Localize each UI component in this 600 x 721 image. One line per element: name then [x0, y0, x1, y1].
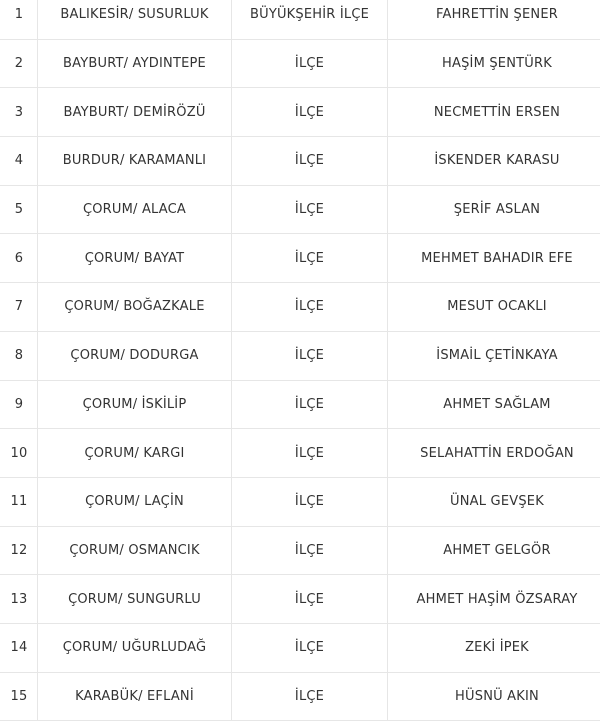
- row-number: 12: [1, 526, 38, 575]
- province-district: BAYBURT/ AYDINTEPE: [38, 39, 232, 88]
- municipality-type: BÜYÜKŞEHİR İLÇE: [232, 0, 388, 39]
- province-district: ÇORUM/ BAYAT: [38, 234, 232, 283]
- row-number: 14: [1, 623, 38, 672]
- row-number: 13: [1, 575, 38, 624]
- row-number: 4: [1, 137, 38, 186]
- province-district: ÇORUM/ SUNGURLU: [38, 575, 232, 624]
- municipality-type: İLÇE: [232, 526, 388, 575]
- province-district: KARABÜK/ EFLANİ: [38, 672, 232, 721]
- row-number: 8: [1, 331, 38, 380]
- province-district: ÇORUM/ LAÇİN: [38, 477, 232, 526]
- table-row: [1, 672, 600, 721]
- row-number: 2: [1, 39, 38, 88]
- mayor-name: İSKENDER KARASU: [388, 137, 600, 186]
- table-row: [1, 623, 600, 672]
- mayor-name: HÜSNÜ AKIN: [388, 672, 600, 721]
- province-district: ÇORUM/ DODURGA: [38, 331, 232, 380]
- province-district: ÇORUM/ OSMANCIK: [38, 526, 232, 575]
- mayor-name: AHMET GELGÖR: [388, 526, 600, 575]
- province-district: ÇORUM/ BOĞAZKALE: [38, 283, 232, 332]
- province-district: ÇORUM/ ALACA: [38, 185, 232, 234]
- municipality-type: İLÇE: [232, 137, 388, 186]
- mayor-name: ZEKİ İPEK: [388, 623, 600, 672]
- row-number: 15: [1, 672, 38, 721]
- table-row: [1, 575, 600, 624]
- municipality-type: İLÇE: [232, 88, 388, 137]
- municipality-type: İLÇE: [232, 477, 388, 526]
- row-number: 6: [1, 234, 38, 283]
- table-body: [1, 0, 600, 721]
- table-row: [1, 88, 600, 137]
- province-district: ÇORUM/ İSKİLİP: [38, 380, 232, 429]
- table-row: [1, 283, 600, 332]
- row-number: 10: [1, 429, 38, 478]
- table-row: [1, 0, 600, 39]
- province-district: BURDUR/ KARAMANLI: [38, 137, 232, 186]
- province-district: ÇORUM/ KARGI: [38, 429, 232, 478]
- table-row: [1, 331, 600, 380]
- mayor-name: MESUT OCAKLI: [388, 283, 600, 332]
- mayor-name: HAŞİM ŞENTÜRK: [388, 39, 600, 88]
- municipality-type: İLÇE: [232, 283, 388, 332]
- municipality-type: İLÇE: [232, 623, 388, 672]
- mayor-name: SELAHATTİN ERDOĞAN: [388, 429, 600, 478]
- mayor-name: FAHRETTİN ŞENER: [388, 0, 600, 39]
- municipality-type: İLÇE: [232, 185, 388, 234]
- row-number: 5: [1, 185, 38, 234]
- row-number: 7: [1, 283, 38, 332]
- table-row: [1, 137, 600, 186]
- table-row: [1, 429, 600, 478]
- province-district: ÇORUM/ UĞURLUDAĞ: [38, 623, 232, 672]
- row-number: 11: [1, 477, 38, 526]
- table-row: [1, 39, 600, 88]
- mayor-name: MEHMET BAHADIR EFE: [388, 234, 600, 283]
- row-number: 3: [1, 88, 38, 137]
- mayor-name: İSMAİL ÇETİNKAYA: [388, 331, 600, 380]
- table-row: [1, 526, 600, 575]
- mayor-name: AHMET HAŞİM ÖZSARAY: [388, 575, 600, 624]
- mayor-name: NECMETTİN ERSEN: [388, 88, 600, 137]
- table-row: [1, 477, 600, 526]
- province-district: BALIKESİR/ SUSURLUK: [38, 0, 232, 39]
- mayor-name: ŞERİF ASLAN: [388, 185, 600, 234]
- row-number: 9: [1, 380, 38, 429]
- municipality-type: İLÇE: [232, 234, 388, 283]
- municipality-type: İLÇE: [232, 331, 388, 380]
- table-row: [1, 234, 600, 283]
- table-row: [1, 185, 600, 234]
- mayor-name: ÜNAL GEVŞEK: [388, 477, 600, 526]
- province-district: BAYBURT/ DEMİRÖZÜ: [38, 88, 232, 137]
- table-row: [1, 380, 600, 429]
- municipality-type: İLÇE: [232, 39, 388, 88]
- municipality-type: İLÇE: [232, 575, 388, 624]
- municipality-type: İLÇE: [232, 380, 388, 429]
- municipality-type: İLÇE: [232, 429, 388, 478]
- row-number: 1: [1, 0, 38, 39]
- mayor-name: AHMET SAĞLAM: [388, 380, 600, 429]
- municipality-type: İLÇE: [232, 672, 388, 721]
